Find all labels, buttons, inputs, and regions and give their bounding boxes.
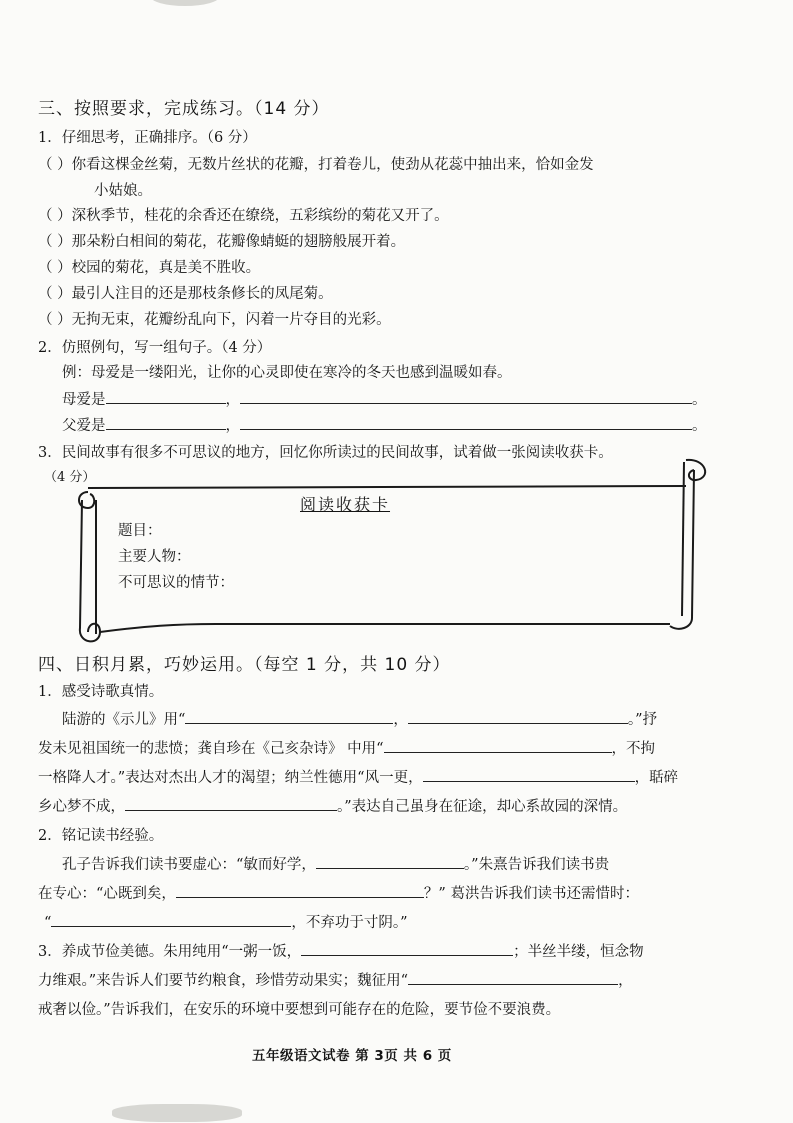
s3-q2-line-father: 父爱是 ， 。 xyxy=(62,414,707,435)
s3-q3-points: （4 分） xyxy=(44,470,96,485)
s4-q3-line-2: 力维艰。”来告诉人们要节约粮食，珍惜劳动果实；魏征用“ ， xyxy=(38,969,633,990)
answer-paren[interactable]: （ ） xyxy=(38,312,72,328)
s4-q1-line-4: 乡心梦不成， 。”表达自己虽身在征途，却心系故园的深情。 xyxy=(38,795,627,816)
answer-paren[interactable]: （ ） xyxy=(38,286,72,302)
blank[interactable] xyxy=(176,883,424,898)
s3-q1-item-2: （ ）深秋季节，桂花的余香还在缭绕，五彩缤纷的菊花又开了。 xyxy=(38,208,449,224)
card-field-characters[interactable]: 主要人物： xyxy=(118,549,191,565)
scan-smudge-top xyxy=(150,0,220,6)
answer-paren[interactable]: （ ） xyxy=(38,260,72,276)
page-footer: 五年级语文试卷 第 3页 共 6 页 xyxy=(252,1048,452,1064)
blank[interactable] xyxy=(240,389,692,404)
s4-q2-line-3: “ ，不弃功于寸阴。” xyxy=(44,911,408,932)
blank[interactable] xyxy=(185,709,393,724)
s4-q2-stem: 2．铭记读书经验。 xyxy=(38,828,164,844)
scan-smudge-bottom xyxy=(112,1104,242,1122)
blank[interactable] xyxy=(384,738,612,753)
s3-q2-example: 例：母爱是一缕阳光，让你的心灵即使在寒冷的冬天也感到温暖如春。 xyxy=(62,365,512,381)
s3-q2-stem: 2．仿照例句，写一组句子。（4 分） xyxy=(38,340,272,356)
card-field-plot[interactable]: 不可思议的情节： xyxy=(118,575,234,591)
s3-q2-line-mother: 母爱是 ， 。 xyxy=(62,388,707,409)
answer-paren[interactable]: （ ） xyxy=(38,234,72,250)
blank[interactable] xyxy=(106,389,226,404)
blank[interactable] xyxy=(106,415,226,430)
blank[interactable] xyxy=(423,767,635,782)
s3-q1-item-3: （ ）那朵粉白相间的菊花，花瓣像蜻蜓的翅膀般展开着。 xyxy=(38,234,406,250)
blank[interactable] xyxy=(51,912,291,927)
s3-q1-item-1-cont: 小姑娘。 xyxy=(94,183,152,199)
s4-q1-line-3: 一格降人才。”表达对杰出人才的渴望；纳兰性德用“风一更， ，聒碎 xyxy=(38,766,678,787)
s3-q1-stem: 1．仔细思考，正确排序。（6 分） xyxy=(38,130,257,146)
blank[interactable] xyxy=(240,415,692,430)
card-field-title[interactable]: 题目： xyxy=(118,523,162,539)
s4-q1-line-2: 发未见祖国统一的悲愤；龚自珍在《己亥杂诗》 中用“ ，不拘 xyxy=(38,737,655,758)
s3-q3-stem: 3．民间故事有很多不可思议的地方，回忆你所读过的民间故事，试着做一张阅读收获卡。 xyxy=(38,445,613,461)
blank[interactable] xyxy=(408,970,618,985)
blank[interactable] xyxy=(301,941,513,956)
blank[interactable] xyxy=(408,709,628,724)
s4-q3-line-1: 3．养成节俭美德。朱用纯用“一粥一饭， ；半丝半缕，恒念物 xyxy=(38,940,644,961)
blank[interactable] xyxy=(316,854,464,869)
s3-q1-item-4: （ ）校园的菊花，真是美不胜收。 xyxy=(38,260,261,276)
s4-q3-line-3: 戒奢以俭。”告诉我们，在安乐的环境中要想到可能存在的危险，要节俭不要浪费。 xyxy=(38,1002,561,1018)
s4-q2-line-2: 在专心：“心既到矣， ？” 葛洪告诉我们读书还需惜时： xyxy=(38,882,639,903)
section3-title: 三、按照要求，完成练习。（14 分） xyxy=(38,99,330,119)
blank[interactable] xyxy=(125,796,337,811)
reading-card-title: 阅读收获卡 xyxy=(300,495,391,514)
s3-q1-item-5: （ ）最引人注目的还是那枝条修长的凤尾菊。 xyxy=(38,286,333,302)
s3-q1-item-6: （ ）无拘无束，花瓣纷乱向下，闪着一片夺目的光彩。 xyxy=(38,312,391,328)
s4-q1-line-1: 陆游的《示儿》用“ ， 。”抒 xyxy=(62,708,657,729)
answer-paren[interactable]: （ ） xyxy=(38,208,72,224)
s4-q2-line-1: 孔子告诉我们读书要虚心：“敏而好学， 。”朱熹告诉我们读书贵 xyxy=(62,853,609,874)
s4-q1-stem: 1．感受诗歌真情。 xyxy=(38,684,164,700)
s3-q1-item-1: （ ）你看这棵金丝菊，无数片丝状的花瓣，打着卷儿，使劲从花蕊中抽出来，恰如金发 xyxy=(38,157,594,173)
answer-paren[interactable]: （ ） xyxy=(38,157,72,173)
section4-title: 四、日积月累，巧妙运用。（每空 1 分，共 10 分） xyxy=(38,655,451,675)
